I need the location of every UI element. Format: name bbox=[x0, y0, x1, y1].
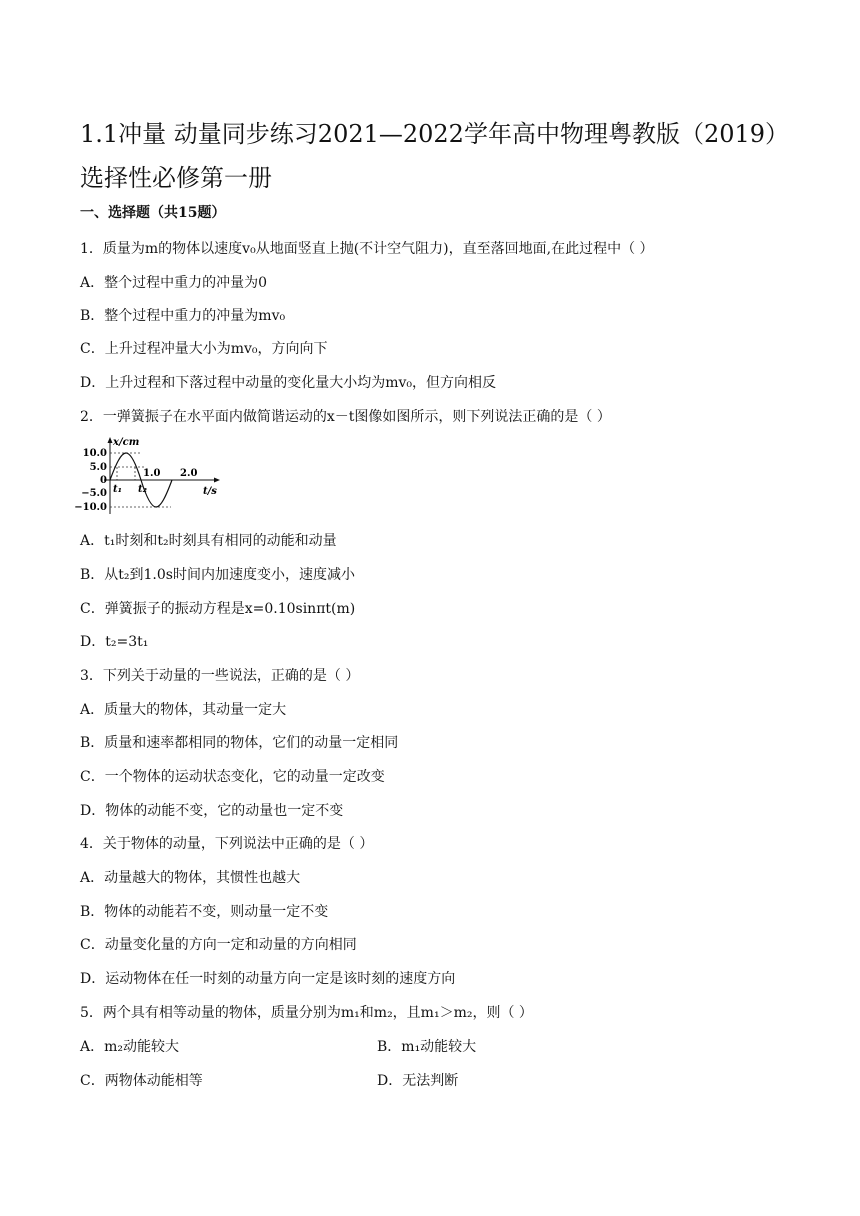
question-1-option-b: B．整个过程中重力的冲量为mv₀ bbox=[80, 308, 286, 324]
question-3-option-a: A．质量大的物体，其动量一定大 bbox=[80, 702, 287, 718]
t2-label: t₂ bbox=[138, 484, 147, 495]
x-tick-label: 1.0 bbox=[143, 468, 161, 479]
question-5-option-d: D．无法判断 bbox=[377, 1073, 459, 1089]
question-4-stem: 4．关于物体的动量，下列说法中正确的是（ ） bbox=[80, 836, 374, 852]
y-tick-label: −10.0 bbox=[74, 502, 107, 513]
x-tick-label: 2.0 bbox=[180, 468, 198, 479]
question-3-option-d: D．物体的动能不变，它的动量也一定不变 bbox=[80, 803, 344, 819]
question-5-option-a: A．m₂动能较大 bbox=[80, 1039, 179, 1055]
question-1-option-a: A．整个过程中重力的冲量为0 bbox=[80, 275, 268, 291]
t1-label: t₁ bbox=[113, 484, 122, 495]
question-5-stem: 5．两个具有相等动量的物体，质量分别为m₁和m₂，且m₁＞m₂，则（ ） bbox=[80, 1005, 533, 1021]
question-2-option-a: A．t₁时刻和t₂时刻具有相同的动能和动量 bbox=[80, 533, 337, 549]
question-2-option-b: B．从t₂到1.0s时间内加速度变小，速度减小 bbox=[80, 567, 355, 583]
question-5-option-b: B．m₁动能较大 bbox=[377, 1039, 477, 1055]
section-heading: 一、选择题（共15题） bbox=[80, 205, 226, 221]
question-3-option-b: B．质量和速率都相同的物体，它们的动量一定相同 bbox=[80, 735, 399, 751]
question-1-option-d: D．上升过程和下落过程中动量的变化量大小均为mv₀，但方向相反 bbox=[80, 375, 497, 391]
question-5-option-c: C．两物体动能相等 bbox=[80, 1073, 203, 1089]
y-tick-label: 0 bbox=[100, 475, 107, 486]
y-axis-label: x/cm bbox=[113, 437, 140, 448]
question-4-option-d: D．运动物体在任一时刻的动量方向一定是该时刻的速度方向 bbox=[80, 971, 456, 987]
x-axis-label: t/s bbox=[203, 486, 217, 497]
document-title: 1.1冲量 动量同步练习2021—2022学年高中物理粤教版（2019）选择性必修第一册 bbox=[80, 120, 790, 192]
question-3-stem: 3．下列关于动量的一些说法，正确的是（ ） bbox=[80, 668, 360, 684]
question-1-option-c: C．上升过程冲量大小为mv₀，方向向下 bbox=[80, 341, 328, 357]
y-tick-label: 10.0 bbox=[82, 448, 107, 459]
question-2-stem: 2．一弹簧振子在水平面内做简谐运动的x－t图像如图所示，则下列说法正确的是（ ） bbox=[80, 409, 611, 425]
question-4-option-b: B．物体的动能若不变，则动量一定不变 bbox=[80, 904, 329, 920]
question-2-option-c: C．弹簧振子的振动方程是x=0.10sinπt(m) bbox=[80, 601, 356, 617]
x-t-graph bbox=[74, 434, 230, 516]
question-4-option-c: C．动量变化量的方向一定和动量的方向相同 bbox=[80, 937, 357, 953]
y-tick-label: −5.0 bbox=[81, 488, 107, 499]
question-1-stem: 1．质量为m的物体以速度v₀从地面竖直上抛(不计空气阻力)，直至落回地面,在此过程中（ ） bbox=[80, 241, 654, 257]
question-3-option-c: C．一个物体的运动状态变化，它的动量一定改变 bbox=[80, 769, 385, 785]
y-tick-label: 5.0 bbox=[89, 462, 107, 473]
question-4-option-a: A．动量越大的物体，其惯性也越大 bbox=[80, 870, 301, 886]
question-2-option-d: D．t₂=3t₁ bbox=[80, 634, 149, 650]
